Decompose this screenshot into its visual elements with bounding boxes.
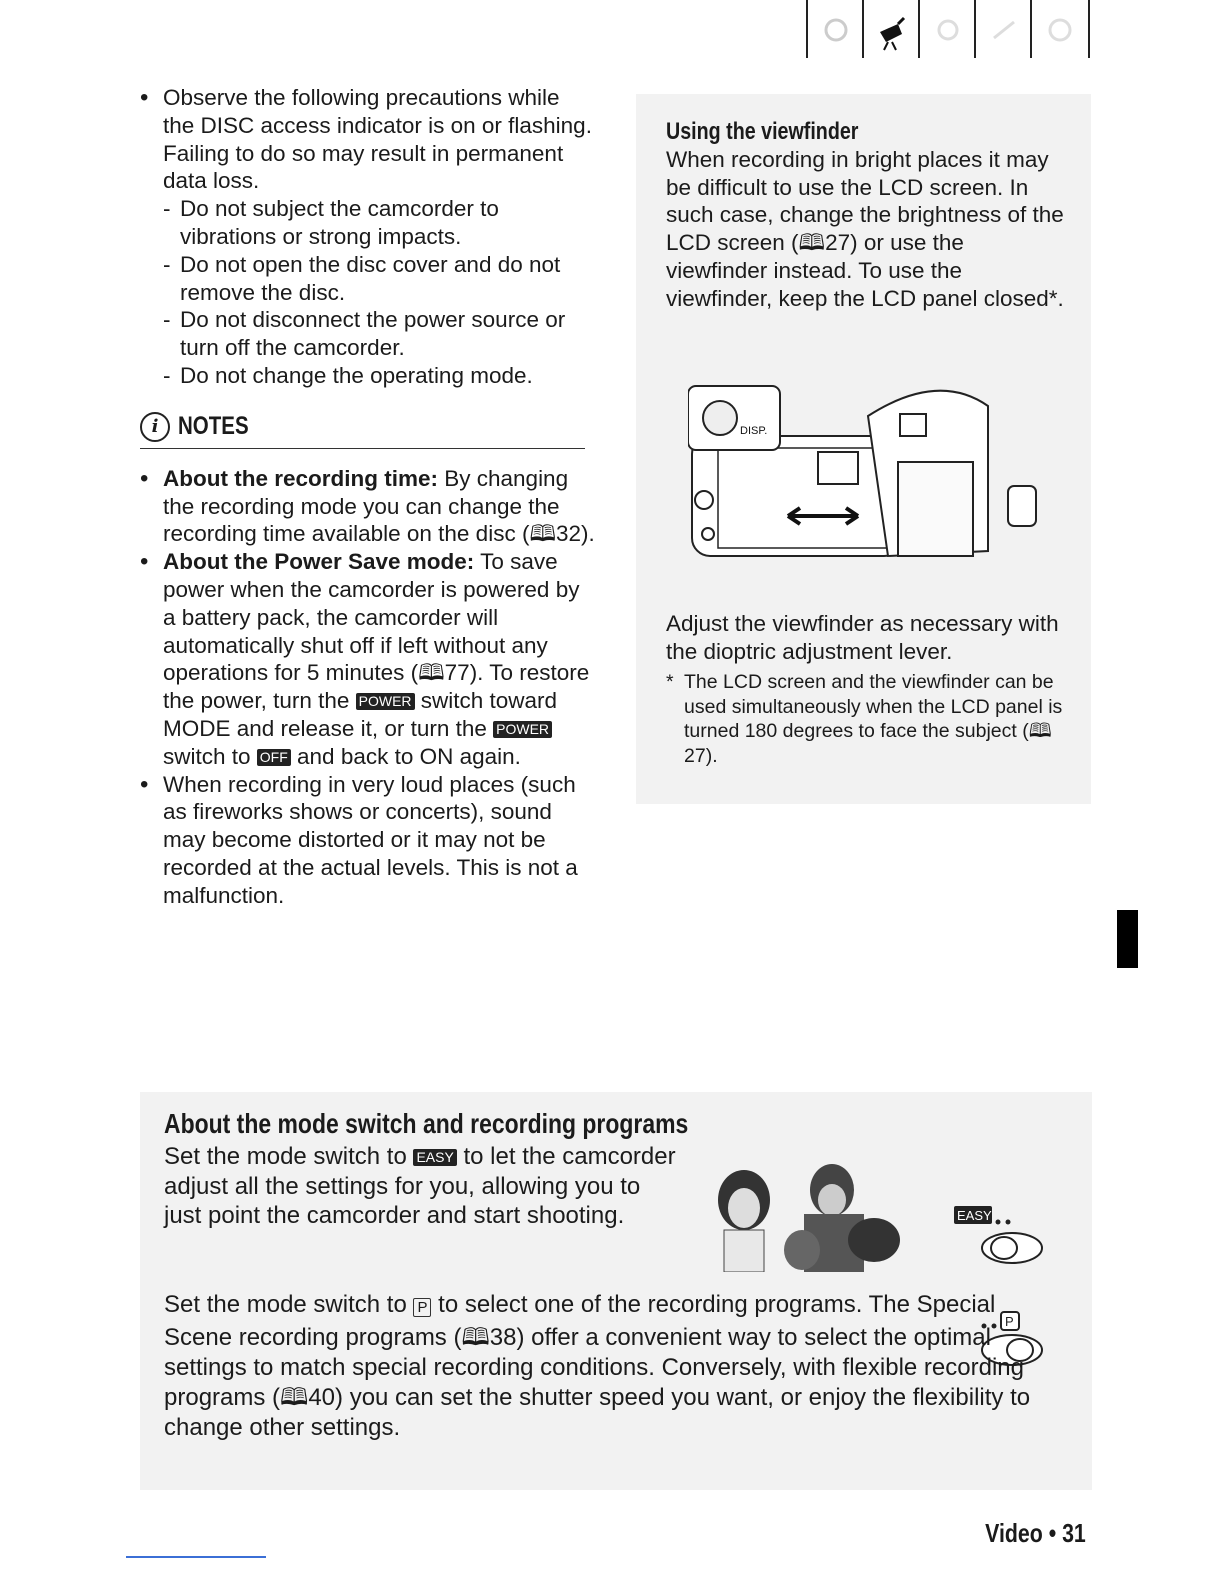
notes-title: NOTES bbox=[178, 411, 249, 440]
body-text: When recording in bright places it may be difficult to use the LCD screen. In such case, change the brightness of the LCD screen ( bbox=[666, 146, 1064, 256]
body-text: ) or use the viewfinder instead. To use the viewfinder, keep the LCD panel closed*. bbox=[666, 230, 1064, 311]
precaution-item: - Do not subject the camcorder to vibrations or strong impacts. bbox=[140, 195, 595, 251]
bottom-rule bbox=[126, 1556, 266, 1558]
precaution-item: - Do not change the operating mode. bbox=[140, 362, 595, 390]
p-tag: P bbox=[413, 1298, 431, 1317]
info-icon: i bbox=[140, 412, 170, 442]
page-number: Video • 31 bbox=[985, 1518, 1086, 1548]
easy-tag: EASY bbox=[413, 1149, 456, 1166]
power-tag: POWER bbox=[493, 721, 552, 738]
precaution-item: - Do not disconnect the power source or turn off the camcorder. bbox=[140, 306, 595, 362]
note-item bbox=[140, 771, 595, 910]
family-photo bbox=[704, 1150, 914, 1272]
note-text: ). bbox=[581, 521, 595, 547]
viewfinder-title: Using the viewfinder bbox=[666, 118, 859, 145]
page-ref: 40 bbox=[308, 1384, 336, 1411]
page-ref: 27 bbox=[684, 744, 706, 767]
note-item bbox=[140, 465, 595, 548]
note-bold: About the recording time: bbox=[163, 465, 438, 491]
page-ref: 27 bbox=[825, 230, 851, 256]
note-text: ). To restore the power, turn the bbox=[163, 660, 590, 714]
footnote-text: The LCD screen and the viewfinder can be used simultaneously when the LCD panel is turned 180 degrees to face the subject ( bbox=[684, 671, 1063, 742]
viewfinder-body bbox=[666, 146, 1066, 313]
body-text: to select one of the recording programs. The Special Scene recording programs ( bbox=[164, 1291, 996, 1351]
book-icon: 🕮 bbox=[529, 521, 556, 547]
body-text: to let the camcorder adjust all the settings for you, allowing you to just point the camcorder and start shooting. bbox=[164, 1143, 676, 1229]
note-text: To save power when the camcorder is powered by a battery pack, the camcorder will automatically shut off if left without any operations for 5 minutes ( bbox=[163, 549, 580, 686]
book-icon: 🕮 bbox=[418, 660, 445, 686]
book-icon: 🕮 bbox=[1028, 720, 1052, 742]
power-tag: POWER bbox=[356, 693, 415, 710]
note-text: switch toward MODE and release it, or turn the bbox=[163, 688, 558, 741]
notes-list bbox=[140, 465, 595, 910]
easy-switch-label: EASY bbox=[957, 1208, 992, 1223]
body-text: Set the mode switch to bbox=[164, 1143, 414, 1170]
notes-header bbox=[140, 412, 585, 449]
note-text: When recording in very loud places (such as fireworks shows or concerts), sound may become distorted or it may not be recorded at the actual levels. This is not a malfunction. bbox=[163, 771, 578, 908]
book-icon: 🕮 bbox=[798, 230, 826, 256]
easy-paragraph bbox=[164, 1142, 684, 1231]
book-icon: 🕮 bbox=[280, 1384, 309, 1411]
body-text: Set the mode switch to bbox=[164, 1291, 414, 1318]
chapter-tabs bbox=[806, 0, 1092, 62]
body-text: ) offer a convenient way to select the optimal settings to match special recording conditions. Conversely, with flexible recording programs ( bbox=[164, 1324, 1024, 1411]
chapter-marker bbox=[1117, 910, 1138, 968]
basic-functions-icon bbox=[806, 0, 864, 58]
playlist-icon bbox=[974, 0, 1032, 58]
left-column bbox=[140, 84, 595, 910]
page-ref: 38 bbox=[489, 1324, 517, 1351]
camcorder-illustration bbox=[688, 376, 1044, 566]
easy-mode-switch-icon bbox=[954, 1204, 1046, 1266]
settings-icon bbox=[1030, 0, 1090, 58]
note-text: switch to bbox=[163, 743, 257, 769]
note-text: and back to ON again. bbox=[290, 743, 521, 769]
adjust-text-block bbox=[666, 610, 1066, 768]
body-text: ) you can set the shutter speed you want, or enjoy the flexibility to change other settings. bbox=[164, 1384, 1031, 1441]
intro-text: Observe the following precautions while the DISC access indicator is on or flashing. Failing to do so may result in permanent data loss. bbox=[163, 85, 592, 194]
program-paragraph bbox=[164, 1290, 1034, 1443]
note-text: By changing the recording mode you can change the recording time available on the disc ( bbox=[163, 465, 569, 547]
adjust-text: Adjust the viewfinder as necessary with the dioptric adjustment lever. bbox=[666, 611, 1059, 664]
video-camera-icon bbox=[862, 0, 920, 58]
book-icon: 🕮 bbox=[461, 1324, 490, 1351]
disp-label: DISP. bbox=[740, 425, 768, 437]
page-ref: 32 bbox=[555, 521, 582, 547]
p-switch-label: P bbox=[1005, 1314, 1014, 1329]
viewfinder-text bbox=[666, 118, 1066, 313]
precaution-item: - Do not open the disc cover and do not remove the disc. bbox=[140, 251, 595, 307]
mode-title: About the mode switch and recording programs bbox=[164, 1108, 689, 1139]
note-item bbox=[140, 548, 595, 770]
off-tag: OFF bbox=[257, 749, 291, 766]
photo-icon bbox=[918, 0, 976, 58]
footnote bbox=[666, 670, 1066, 768]
precautions-intro bbox=[140, 84, 595, 195]
page-ref: 77 bbox=[444, 660, 470, 686]
note-bold: About the Power Save mode: bbox=[163, 549, 475, 575]
footnote-text: ). bbox=[705, 744, 718, 767]
